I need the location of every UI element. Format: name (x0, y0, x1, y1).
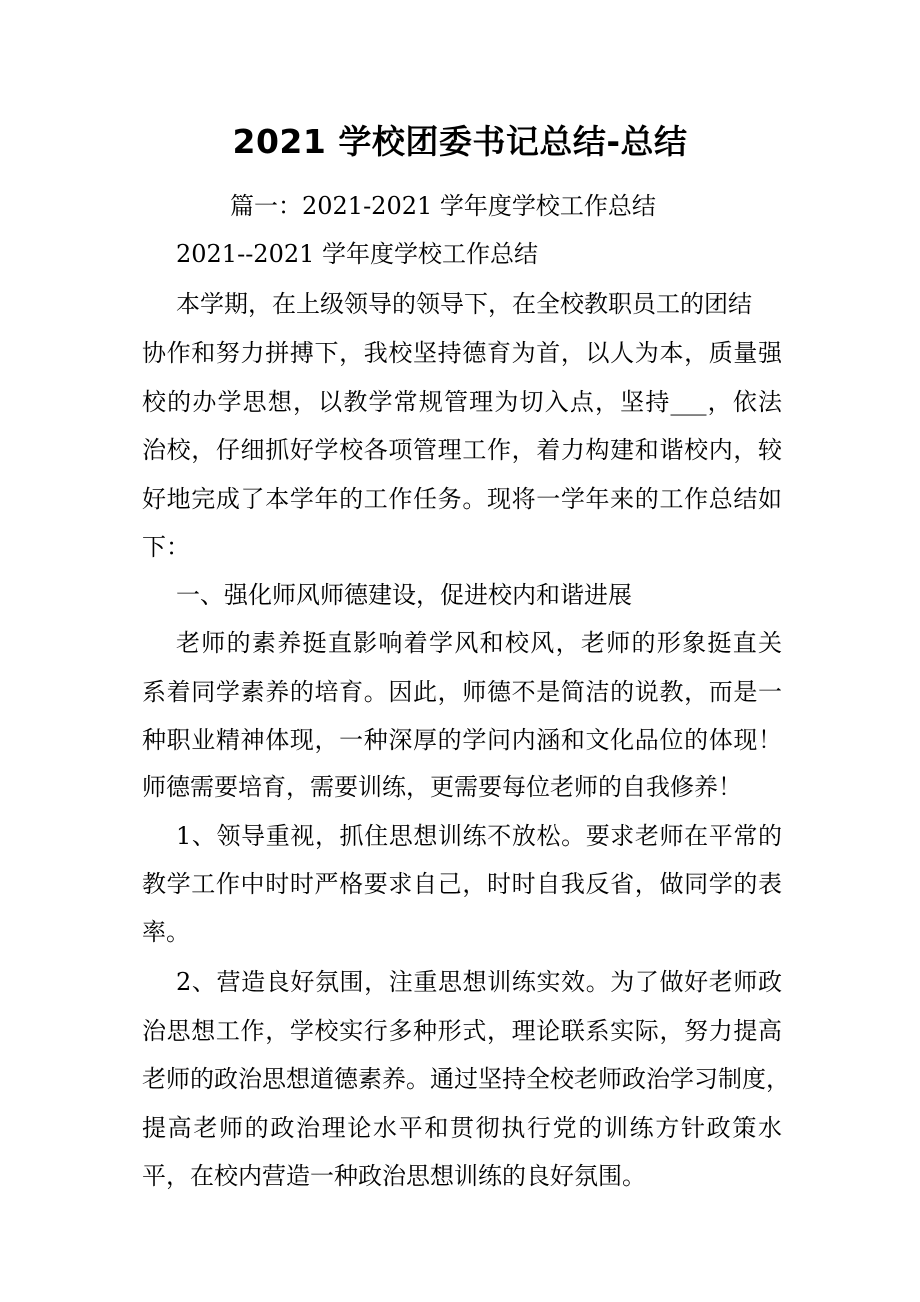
paragraph-line: 师德需要培育，需要训练，更需要每位老师的自我修养！ (142, 773, 742, 801)
paragraph-line: 平，在校内营造一种政治思想训练的良好氛围。 (142, 1162, 646, 1190)
section-heading: 2021--2021 学年度学校工作总结 (176, 240, 539, 268)
paragraph-line: 下： (142, 533, 190, 561)
document-title: 2021 学校团委书记总结-总结 (232, 122, 688, 161)
paragraph-line: 1、领导重视，抓住思想训练不放松。要求老师在平常的 (176, 822, 782, 850)
paragraph-line: 好地完成了本学年的工作任务。现将一学年来的工作总结如 (142, 485, 782, 513)
paragraph-line: 协作和努力拼搏下，我校坚持德育为首，以人为本，质量强 (142, 339, 782, 367)
paragraph-line: 治思想工作，学校实行多种形式，理论联系实际，努力提高 (142, 1017, 782, 1045)
paragraph-line: 提高老师的政治理论水平和贯彻执行党的训练方针政策水 (142, 1114, 782, 1142)
paragraph-line: 系着同学素养的培育。因此，师德不是简洁的说教，而是一 (142, 678, 782, 706)
paragraph-line: 本学期，在上级领导的领导下，在全校教职员工的团结 (176, 290, 752, 318)
paragraph-line: 校的办学思想，以教学常规管理为切入点，坚持___，依法 (142, 388, 782, 416)
paragraph-line: 治校，仔细抓好学校各项管理工作，着力构建和谐校内，较 (142, 436, 782, 464)
section-subtitle: 篇一：2021-2021 学年度学校工作总结 (230, 192, 656, 220)
paragraph-line: 老师的政治思想道德素养。通过坚持全校老师政治学习制度， (142, 1065, 790, 1093)
paragraph-line: 2、营造良好氛围，注重思想训练实效。为了做好老师政 (176, 968, 782, 996)
section-heading: 一、强化师风师德建设，促进校内和谐进展 (176, 581, 632, 609)
paragraph-line: 老师的素养挺直影响着学风和校风，老师的形象挺直关 (176, 629, 782, 657)
paragraph-line: 教学工作中时时严格要求自己，时时自我反省，做同学的表 (142, 870, 782, 898)
paragraph-line: 种职业精神体现，一种深厚的学问内涵和文化品位的体现！ (142, 726, 782, 754)
paragraph-line: 率。 (142, 918, 190, 946)
